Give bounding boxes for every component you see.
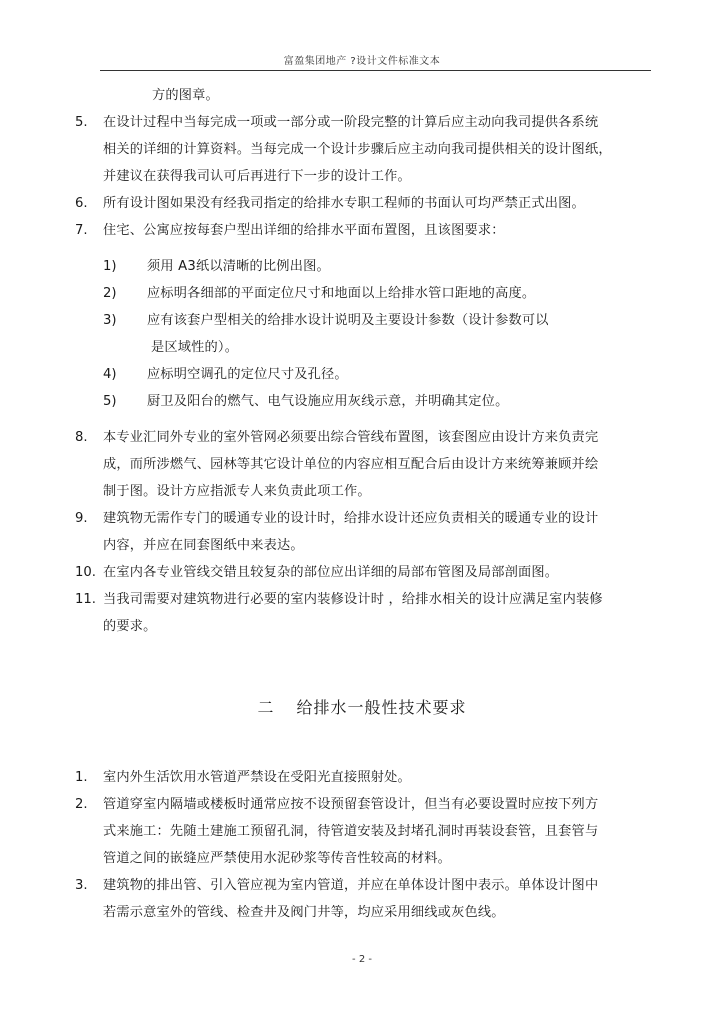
- list-item-line: 式来施工：先随土建施工预留孔洞，待管道安装及封堵孔洞时再装设套管，且套管与: [103, 824, 599, 839]
- list-item-line: 建筑物无需作专门的暖通专业的设计时，给排水设计还应负责相关的暖通专业的设计: [103, 511, 599, 526]
- list-item-line: 室内外生活饮用水管道严禁设在受阳光直接照射处。: [103, 770, 411, 785]
- list-item-line: 应标明空调孔的定位尺寸及孔径。: [147, 367, 348, 382]
- list-item-line: 内容，并应在同套图纸中来表达。: [103, 538, 304, 553]
- section-title: 给排水一般性技术要求: [296, 698, 467, 717]
- list-number: 11.: [75, 592, 96, 607]
- list-number: 9.: [75, 511, 88, 526]
- list-number: 6.: [75, 196, 88, 211]
- list-item-line: 建筑物的排出管、引入管应视为室内管道，并应在单体设计图中表示。单体设计图中: [103, 878, 599, 893]
- page-header: 富盈集团地产 ?设计文件标准文本: [283, 56, 441, 67]
- list-number: 1.: [75, 770, 88, 785]
- list-number: 2): [103, 286, 117, 301]
- section-heading: [0, 695, 724, 718]
- list-item-line: 当我司需要对建筑物进行必要的室内装修设计时 ，给排水相关的设计应满足室内装修: [103, 592, 603, 607]
- list-item-line: 应标明各细部的平面定位尺寸和地面以上给排水管口距地的高度。: [147, 286, 536, 301]
- list-number: 3): [103, 313, 117, 328]
- list-number: 1): [103, 259, 117, 274]
- list-item-line: 在设计过程中当每完成一项或一部分或一阶段完整的计算后应主动向我司提供各系统: [103, 115, 599, 130]
- list-number: 7.: [75, 223, 88, 238]
- list-item-line: 管道之间的嵌缝应严禁使用水泥砂浆等传音性较高的材料。: [103, 851, 452, 866]
- list-item-line: 若需示意室外的管线、检查井及阀门井等，均应采用细线或灰色线。: [103, 905, 505, 920]
- header-rule: [100, 70, 651, 71]
- list-item-line: 是区域性的）。: [151, 340, 239, 355]
- page-number: - 2 -: [352, 954, 372, 965]
- list-item-line: 成，而所涉燃气、园林等其它设计单位的内容应相互配合后由设计方来统筹兼顾并绘: [103, 457, 599, 472]
- list-item-line: 相关的详细的计算资料。当每完成一个设计步骤后应主动向我司提供相关的设计图纸，: [103, 142, 612, 157]
- list-number: 4): [103, 367, 117, 382]
- list-item-line: 制于图。设计方应指派专人来负责此项工作。: [103, 484, 371, 499]
- list-number: 5.: [75, 115, 88, 130]
- list-number: 3.: [75, 878, 88, 893]
- list-item-line: 住宅、公寓应按每套户型出详细的给排水平面布置图，且该图要求：: [103, 223, 505, 238]
- section-number: 二: [257, 698, 275, 717]
- list-item-line: 在室内各专业管线交错且较复杂的部位应出详细的局部布管图及局部剖面图。: [103, 565, 559, 580]
- list-item-line: 应有该套户型相关的给排水设计说明及主要设计参数（设计参数可以: [147, 313, 549, 328]
- list-item-line: 管道穿室内隔墙或楼板时通常应按不设预留套管设计，但当有必要设置时应按下列方: [103, 797, 599, 812]
- list-number: 10.: [75, 565, 96, 580]
- list-item-line: 方的图章。: [152, 88, 219, 103]
- list-item-line: 所有设计图如果没有经我司指定的给排水专职工程师的书面认可均严禁正式出图。: [103, 196, 585, 211]
- list-item-line: 并建议在获得我司认可后再进行下一步的设计工作。: [103, 169, 411, 184]
- list-number: 5): [103, 394, 117, 409]
- list-item-line: 的要求。: [103, 619, 157, 634]
- list-item-line: 本专业汇同外专业的室外管网必须要出综合管线布置图，该套图应由设计方来负责完: [103, 430, 599, 445]
- list-item-line: 须用 A3纸以清晰的比例出图。: [147, 259, 330, 274]
- list-number: 2.: [75, 797, 88, 812]
- list-item-line: 厨卫及阳台的燃气、电气设施应用灰线示意，并明确其定位。: [147, 394, 509, 409]
- list-number: 8.: [75, 430, 88, 445]
